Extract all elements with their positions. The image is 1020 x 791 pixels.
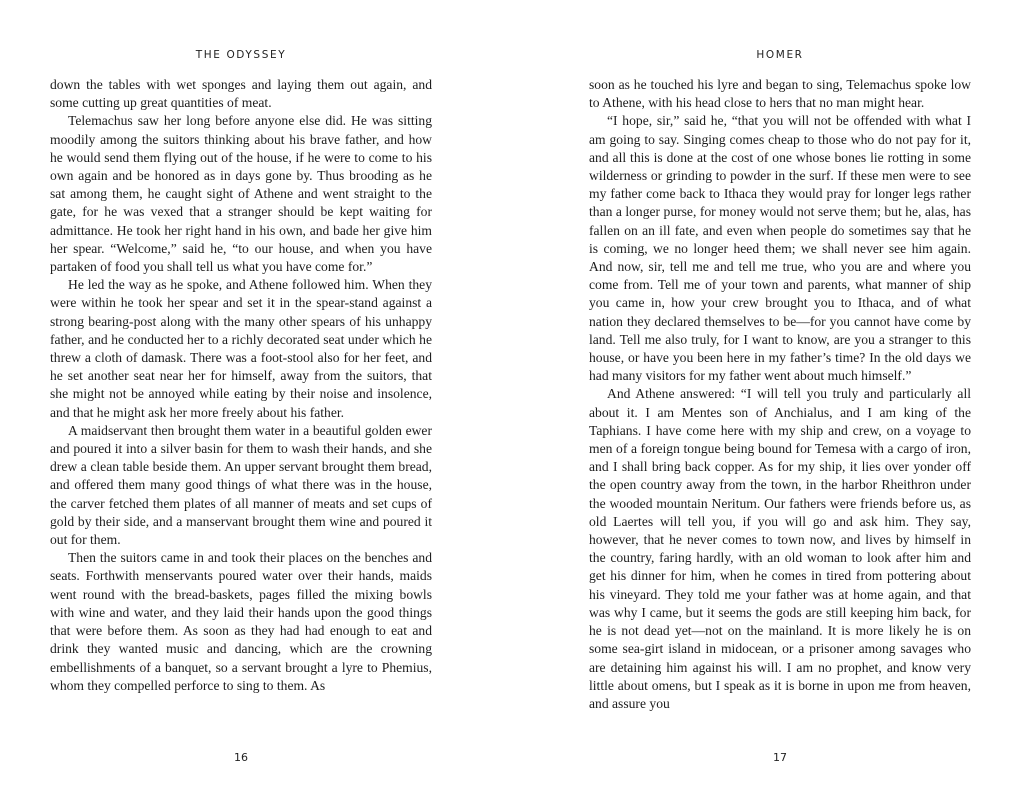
paragraph: Then the suitors came in and took their places on the benches and seats. Forthwith menservants poured water over their hands, maids went round with the bread-baskets, pages filled the mixing bowls with wine and water, and they laid their hands upon the good things that were before them. As soon as they had had enough to eat and drink they wanted music and dancing, which are the crowning embellishments of a banquet, so a servant brought a lyre to Phemius, whom they compelled perforce to sing to them. As <box>50 550 432 693</box>
paragraph: down the tables with wet sponges and laying them out again, and some cutting up great quantities of meat. <box>50 77 432 111</box>
page-number-right: 17 <box>773 751 787 764</box>
right-page <box>589 0 971 791</box>
page-number-left: 16 <box>234 751 248 764</box>
paragraph: A maidservant then brought them water in a beautiful golden ewer and poured it into a silver basin for them to wash their hands, and she drew a clean table beside them. An upper servant brought them bread, and offered them many good things of what there was in the house, the carver fetched them plates of all manner of meats and set cups of gold by their side, and a manservant brought them wine and poured it out for them. <box>50 422 432 548</box>
left-page-text <box>50 76 432 695</box>
running-head-right: HOMER <box>756 49 804 61</box>
paragraph: soon as he touched his lyre and began to sing, Telemachus spoke low to Athene, with his head close to hers that no man might hear. <box>589 77 971 111</box>
running-head-left: THE ODYSSEY <box>195 49 287 61</box>
paragraph: Telemachus saw her long before anyone else did. He was sitting moodily among the suitors thinking about his brave father, and how he would send them flying out of the house, if he were to come to his own again and be honored as in days gone by. Thus brooding as he sat among them, he caught sight of Athene and went straight to the gate, for he was vexed that a stranger should be kept waiting for admittance. He took her right hand in his own, and bade her give him her spear. “Welcome,” said he, “to our house, and when you have partaken of food you shall tell us what you have come for.” <box>50 113 432 275</box>
right-page-text <box>589 76 971 713</box>
left-page <box>50 0 432 791</box>
paragraph: “I hope, sir,” said he, “that you will not be offended with what I am going to say. Singing comes cheap to those who do not pay for it, and all this is done at the cost of one whose bones lie rotting in some wilderness or grinding to powder in the surf. If these men were to see my father come back to Ithaca they would pray for longer legs rather than a longer purse, for money would not serve them; but he, alas, has fallen on an ill fate, and even when people do sometimes say that he is coming, we no longer heed them; we shall never see him again. And now, sir, tell me and tell me true, who you are and where you come from. Tell me of your town and parents, what manner of ship you came in, how your crew brought you to Ithaca, and of what nation they declared themselves to be—for you cannot have come by land. Tell me also truly, for I want to know, are you a stranger to this house, or have you been here in my father’s time? In the old days we had many visitors for my father went about much himself.” <box>589 113 971 384</box>
paragraph: He led the way as he spoke, and Athene followed him. When they were within he took her spear and set it in the spear-stand against a strong bearing-post along with the many other spears of his unhappy father, and he conducted her to a richly decorated seat under which he threw a cloth of damask. There was a foot-stool also for her feet, and he set another seat near her for himself, away from the suitors, that she might not be annoyed while eating by their noise and insolence, and that he might ask her more freely about his father. <box>50 277 432 420</box>
paragraph: And Athene answered: “I will tell you truly and particularly all about it. I am Mentes son of Anchialus, and I am king of the Taphians. I have come here with my ship and crew, on a voyage to men of a foreign tongue being bound for Temesa with a cargo of iron, and I shall bring back copper. As for my ship, it lies over yonder off the open country away from the town, in the harbor Rheithron under the wooded mountain Neritum. Our fathers were friends before us, as old Laertes will tell you, if you will go and ask him. They say, however, that he never comes to town now, and lives by himself in the country, faring hardly, with an old woman to look after him and get his dinner for him, when he comes in tired from pottering about his vineyard. They told me your father was at home again, and that was why I came, but it seems the gods are still keeping him back, for he is not dead yet—not on the mainland. It is more likely he is on some sea-girt island in midocean, or a prisoner among savages who are detaining him against his will. I am no prophet, and know very little about omens, but I speak as it is borne in upon me from heaven, and assure you <box>589 386 971 711</box>
